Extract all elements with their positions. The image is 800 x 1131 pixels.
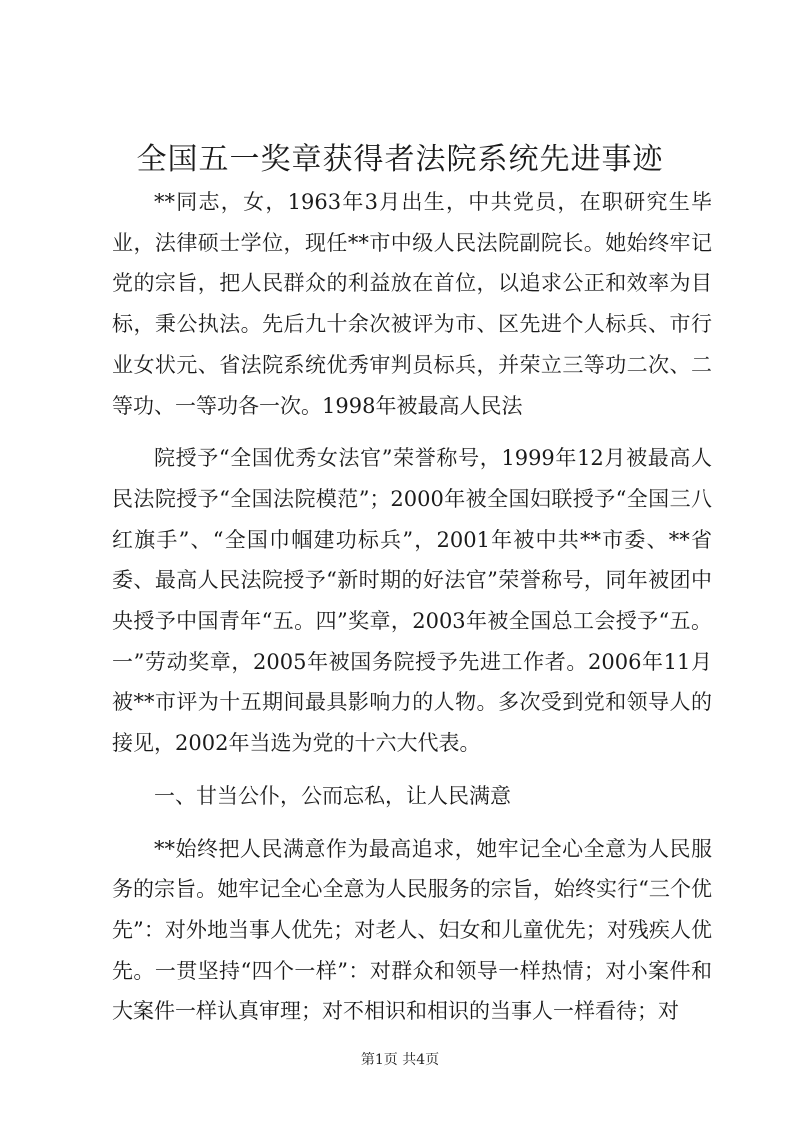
paragraph-intro: **同志，女，1963年3月出生，中共党员，在职研究生毕业，法律硕士学位，现任**市中级人民法院副院长。她始终牢记党的宗旨，把人民群众的利益放在首位，以追求公正和效率为目标，秉公执法。先后九十余次被评为市、区先进个人标兵、市行业女状元、省法院系统优秀审判员标兵，并荣立三等功二次、二等功、一等功各一次。1998年被最高人民法 (112, 190, 712, 418)
paragraph-service: **始终把人民满意作为最高追求，她牢记全心全意为人民服务的宗旨。她牢记全心全意为人民服务的宗旨，始终实行“三个优先”：对外地当事人优先；对老人、妇女和儿童优先；对残疾人优先。一贯坚持“四个一样”：对群众和领导一样热情；对小案件和大案件一样认真审理；对不相识和相识的当事人一样看待；对 (112, 836, 712, 1024)
page-number: 第1页 共4页 (360, 1052, 440, 1068)
section-heading: 一、甘当公仆，公而忘私，让人民满意 (154, 783, 511, 808)
document-title: 全国五一奖章获得者法院系统先进事迹 (136, 142, 664, 177)
paragraph-honors: 院授予“全国优秀女法官”荣誉称号，1999年12月被最高人民法院授予“全国法院模范”；2000年被全国妇联授予“全国三八红旗手”、“全国巾帼建功标兵”，2001年被中共**市委、**省委、最高人民法院授予“新时期的好法官”荣誉称号，同年被团中央授予中国青年“五。四”奖章，2003年被全国总工会授予“五。一”劳动奖章，2005年被国务院授予先进工作者。2006年11月被**市评为十五期间最具影响力的人物。多次受到党和领导人的接见，2002年当选为党的十六大代表。 (112, 446, 712, 756)
document-body (112, 182, 712, 1032)
